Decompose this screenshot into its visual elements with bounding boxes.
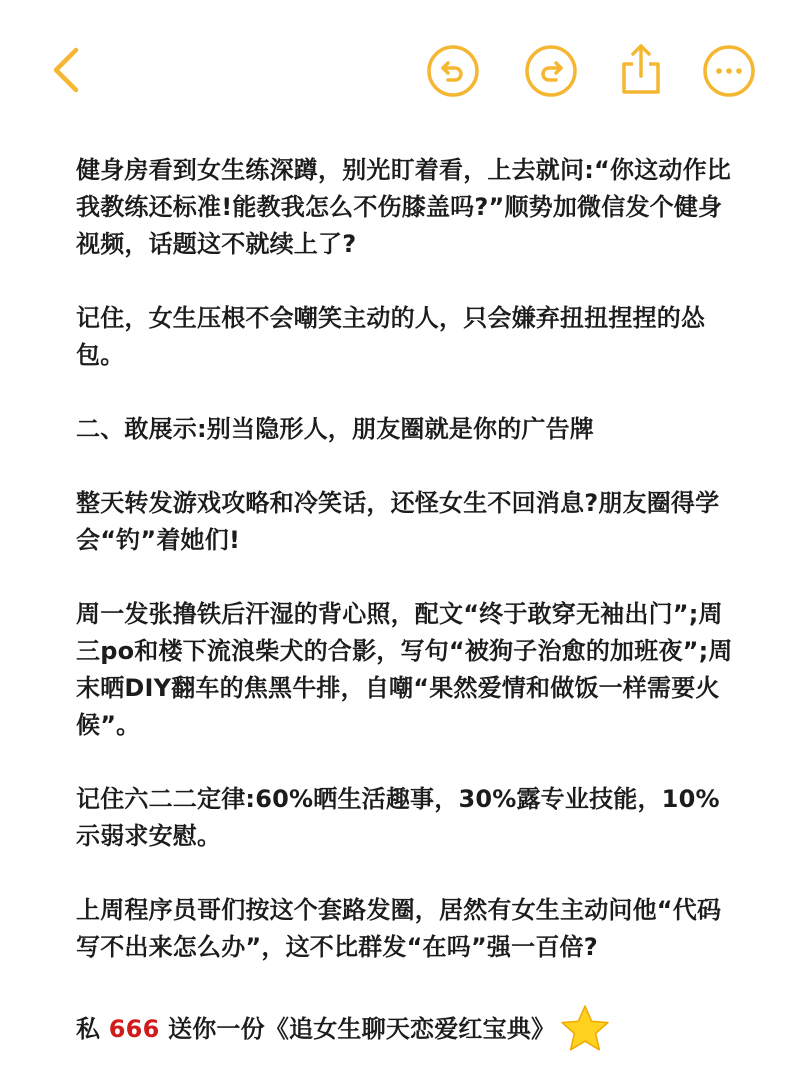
note-paragraph: 记住六二二定律:60%晒生活趣事，30%露专业技能，10%示弱求安慰。 [76,785,720,850]
note-paragraph: 整天转发游戏攻略和冷笑话，还怪女生不回消息?朋友圈得学会“钓”着她们! [76,489,720,554]
note-paragraph: 周一发张撸铁后汗湿的背心照，配文“终于敢穿无袖出门”;周三po和楼下流浪柴犬的合影，写句“被狗子治愈的加班夜”;周末晒DIY翻车的焦黑牛排，自嘲“果然爱情和做饭一样需要火候”。 [76,600,733,739]
note-paragraph: 健身房看到女生练深蹲，别光盯着看，上去就问:“你这动作比我教练还标准!能教我怎么不伤膝盖吗?”顺势加微信发个健身视频，话题这不就续上了? [76,156,731,258]
chevron-left-icon [44,42,92,98]
more-options-button[interactable] [702,44,756,98]
star-icon [559,1003,611,1055]
note-last-line [76,1003,736,1055]
share-button[interactable] [614,40,668,98]
undo-button[interactable] [426,44,480,98]
last-line-suffix: 送你一份《追女生聊天恋爱红宝典》 [159,1014,556,1043]
note-section-heading: 二、敢展示:别当隐形人，朋友圈就是你的广告牌 [76,415,594,443]
undo-icon [426,44,480,98]
note-body[interactable] [76,152,736,1055]
last-line-prefix: 私 [76,1014,109,1043]
note-paragraph: 记住，女生压根不会嘲笑主动的人，只会嫌弃扭扭捏捏的怂包。 [76,304,706,369]
more-icon [702,44,756,98]
note-paragraph: 上周程序员哥们按这个套路发圈，居然有女生主动问他“代码写不出来怎么办”，这不比群发“在吗”强一百倍? [76,896,722,961]
redo-icon [524,44,578,98]
back-button[interactable] [44,42,92,98]
note-toolbar [0,0,800,140]
highlight-code: 666 [108,1014,160,1043]
share-icon [614,40,668,98]
redo-button[interactable] [524,44,578,98]
